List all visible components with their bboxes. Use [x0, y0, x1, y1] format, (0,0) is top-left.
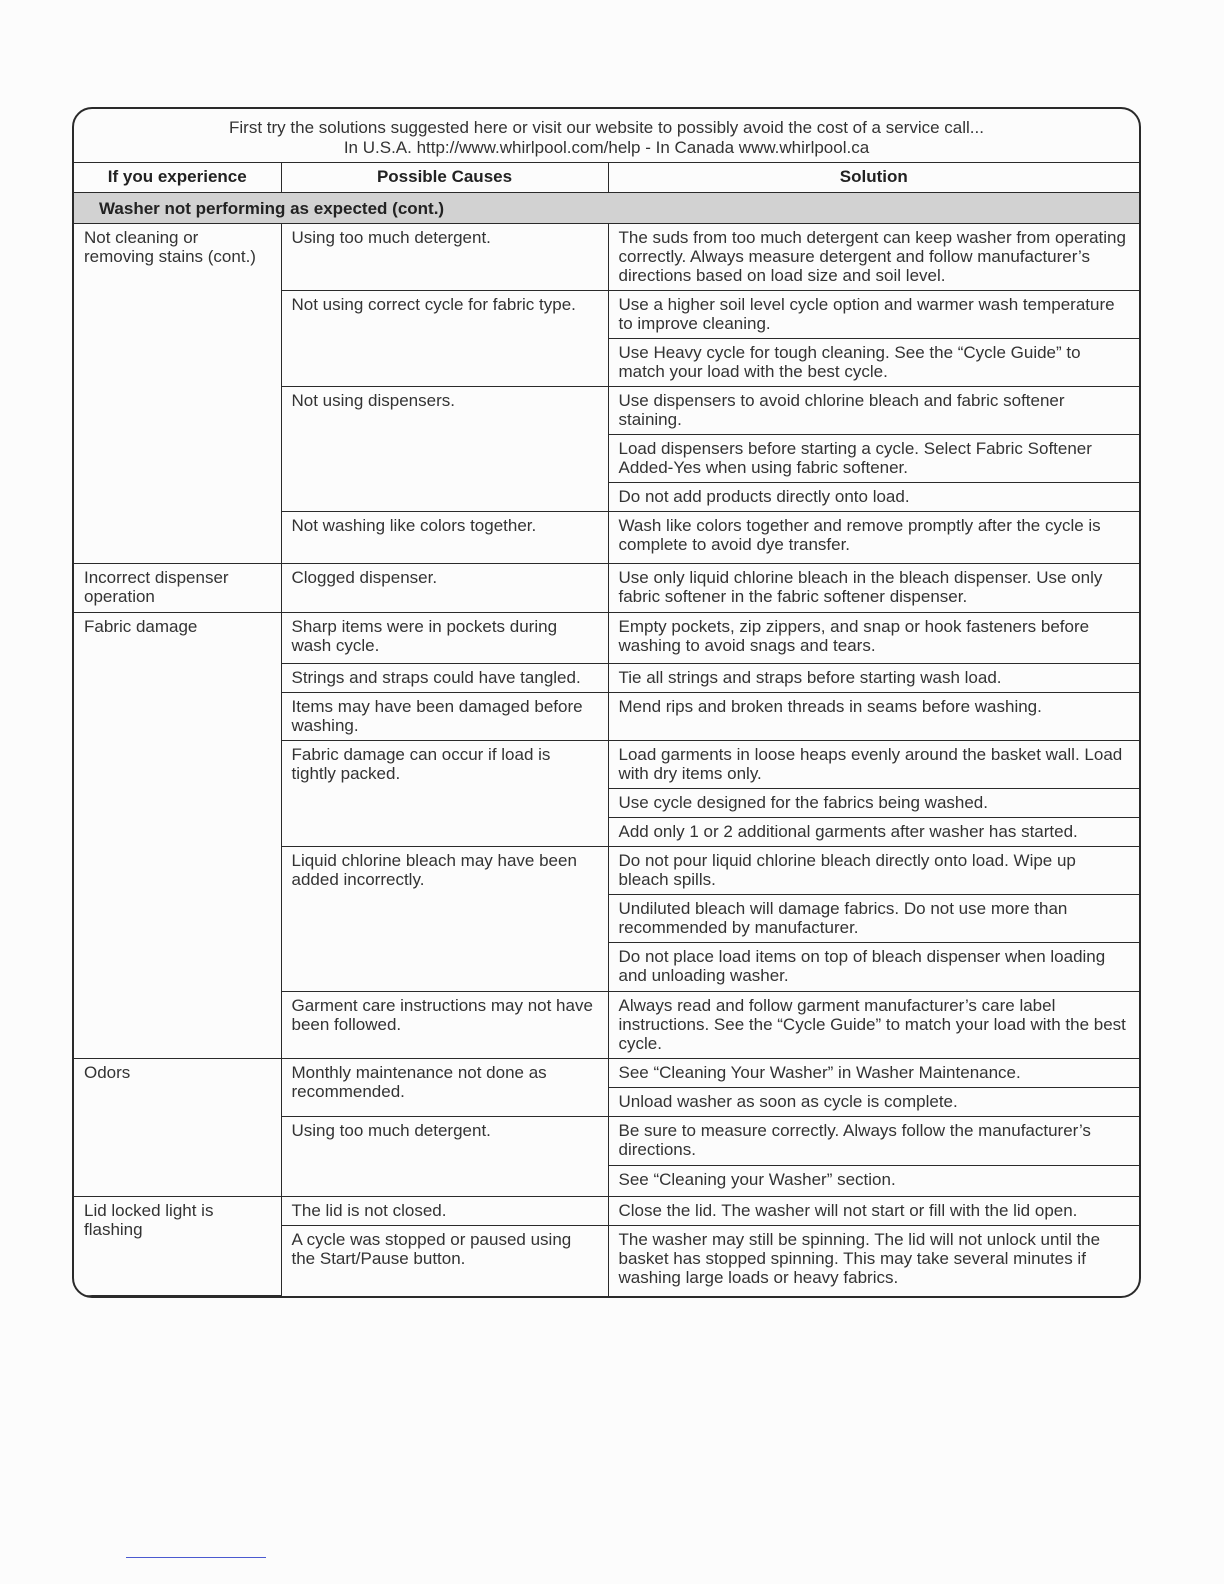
solution-cell: Use cycle designed for the fabrics being washed. [608, 789, 1139, 818]
solution-cell: Be sure to measure correctly. Always follow the manufacturer’s directions. [608, 1117, 1139, 1166]
cause-cell: Using too much detergent. [281, 224, 608, 291]
solution-cell: Tie all strings and straps before starting wash load. [608, 664, 1139, 693]
cause-cell: Monthly maintenance not done as recommended. [281, 1059, 608, 1117]
table-row [74, 1197, 1139, 1226]
troubleshooting-table-frame [72, 107, 1141, 1298]
cause-cell: Items may have been damaged before washing. [281, 693, 608, 741]
experience-cell: Odors [74, 1059, 281, 1197]
cause-cell: Strings and straps could have tangled. [281, 664, 608, 693]
intro-line-1: First try the solutions suggested here or visit our website to possibly avoid the cost of a service call... [229, 118, 984, 137]
solution-cell: Use a higher soil level cycle option and warmer wash temperature to improve cleaning. [608, 291, 1139, 339]
cause-cell: Not washing like colors together. [281, 512, 608, 564]
solution-cell: Use dispensers to avoid chlorine bleach and fabric softener staining. [608, 387, 1139, 435]
table-row [74, 564, 1139, 613]
cause-cell: Garment care instructions may not have been followed. [281, 992, 608, 1059]
troubleshooting-table [74, 162, 1139, 1296]
experience-cell: Fabric damage [74, 613, 281, 1059]
cause-cell: A cycle was stopped or paused using the Start/Pause button. [281, 1226, 608, 1296]
solution-cell: Close the lid. The washer will not start or fill with the lid open. [608, 1197, 1139, 1226]
intro-text [74, 109, 1139, 162]
solution-cell: Unload washer as soon as cycle is complete. [608, 1088, 1139, 1117]
cause-cell: Not using dispensers. [281, 387, 608, 512]
solution-cell: Load dispensers before starting a cycle. Select Fabric Softener Added-Yes when using fabric softener. [608, 435, 1139, 483]
solution-cell: Empty pockets, zip zippers, and snap or hook fasteners before washing to avoid snags and tears. [608, 613, 1139, 664]
table-row [74, 613, 1139, 664]
solution-cell: See “Cleaning your Washer” section. [608, 1166, 1139, 1197]
solution-cell: Undiluted bleach will damage fabrics. Do not use more than recommended by manufacturer. [608, 895, 1139, 943]
solution-cell: Use only liquid chlorine bleach in the bleach dispenser. Use only fabric softener in the fabric softener dispenser. [608, 564, 1139, 613]
solution-cell: Always read and follow garment manufacturer’s care label instructions. See the “Cycle Guide” to match your load with the best cycle. [608, 992, 1139, 1059]
cause-cell: Fabric damage can occur if load is tightly packed. [281, 741, 608, 847]
experience-cell: Not cleaning or removing stains (cont.) [74, 224, 281, 564]
solution-cell: The washer may still be spinning. The lid will not unlock until the basket has stopped spinning. This may take several minutes if washing large loads or heavy fabrics. [608, 1226, 1139, 1296]
solution-cell: The suds from too much detergent can keep washer from operating correctly. Always measure detergent and follow manufacturer’s directions based on load size and soil level. [608, 224, 1139, 291]
table-row [74, 224, 1139, 291]
header-row [74, 163, 1139, 193]
solution-cell: See “Cleaning Your Washer” in Washer Maintenance. [608, 1059, 1139, 1088]
header-solution: Solution [608, 163, 1139, 193]
section-row [74, 193, 1139, 224]
solution-cell: Load garments in loose heaps evenly around the basket wall. Load with dry items only. [608, 741, 1139, 789]
table-row [74, 1059, 1139, 1088]
cause-cell: Using too much detergent. [281, 1117, 608, 1197]
solution-cell: Do not pour liquid chlorine bleach directly onto load. Wipe up bleach spills. [608, 847, 1139, 895]
solution-cell: Add only 1 or 2 additional garments after washer has started. [608, 818, 1139, 847]
solution-cell: Mend rips and broken threads in seams before washing. [608, 693, 1139, 741]
cause-cell: Sharp items were in pockets during wash cycle. [281, 613, 608, 664]
experience-cell: Incorrect dispenser operation [74, 564, 281, 613]
experience-cell: Lid locked light is flashing [74, 1197, 281, 1296]
cause-cell: Not using correct cycle for fabric type. [281, 291, 608, 387]
solution-cell: Wash like colors together and remove promptly after the cycle is complete to avoid dye transfer. [608, 512, 1139, 564]
cause-cell: Liquid chlorine bleach may have been added incorrectly. [281, 847, 608, 992]
footer-rule [126, 1557, 266, 1558]
cause-cell: Clogged dispenser. [281, 564, 608, 613]
header-experience: If you experience [74, 163, 281, 193]
cause-cell: The lid is not closed. [281, 1197, 608, 1226]
solution-cell: Do not place load items on top of bleach dispenser when loading and unloading washer. [608, 943, 1139, 992]
section-title: Washer not performing as expected (cont.) [74, 193, 1139, 224]
solution-cell: Use Heavy cycle for tough cleaning. See the “Cycle Guide” to match your load with the best cycle. [608, 339, 1139, 387]
header-causes: Possible Causes [281, 163, 608, 193]
solution-cell: Do not add products directly onto load. [608, 483, 1139, 512]
intro-line-2: In U.S.A. http://www.whirlpool.com/help - In Canada www.whirlpool.ca [343, 138, 870, 157]
